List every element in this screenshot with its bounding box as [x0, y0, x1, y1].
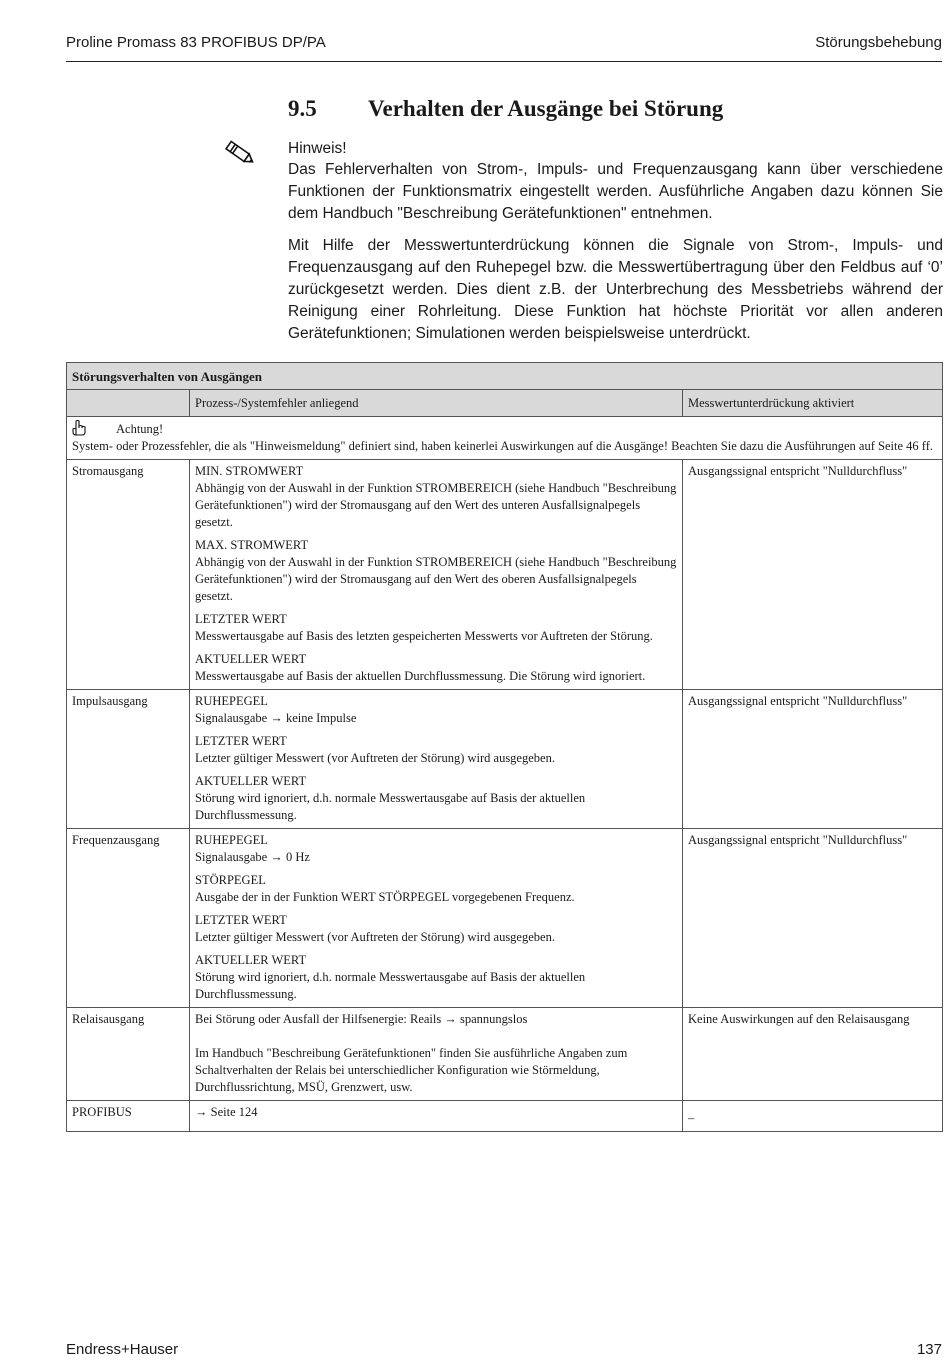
option-text: Ausgabe der in der Funktion WERT STÖRPEGEL vorgegebenen Frequenz. [195, 890, 575, 904]
option-title: AKTUELLER WERT [195, 953, 307, 967]
footer-page-number: 137 [916, 1341, 942, 1358]
caution-label: Achtung! [116, 422, 164, 436]
option-block [195, 463, 677, 531]
header-suppression: Messwertunterdrückung aktiviert [683, 390, 943, 417]
row-label: Relaisausgang [67, 1008, 190, 1101]
row-suppression: Ausgangssignal entspricht "Nulldurchfluss" [683, 690, 943, 829]
option-text: Abhängig von der Auswahl in der Funktion STROMBEREICH (siehe Handbuch "Beschreibung Gerätefunktionen") wird der Stromausgang auf den Wert des oberen Ausfallsignalpegels gesetzt. [195, 555, 677, 603]
section-number: 9.5 [288, 96, 317, 121]
pencil-icon [220, 137, 258, 169]
option-text: Signalausgabe → 0 Hz [195, 850, 310, 864]
option-block [195, 773, 677, 824]
option-text: Abhängig von der Auswahl in der Funktion STROMBEREICH (siehe Handbuch "Beschreibung Gerätefunktionen") wird der Stromausgang auf den Wert des unteren Ausfallsignalpegels gesetzt. [195, 481, 677, 529]
table-title-row [67, 363, 943, 390]
relay-reference-text: Im Handbuch "Beschreibung Gerätefunktionen" finden Sie ausführliche Angaben zum Schaltverhalten der Relais bei unterschiedlicher Konfiguration wie Störmeldung, Durchflussrichtung, MSÜ, Grenzwert, usw. [195, 1046, 628, 1094]
option-title: LETZTER WERT [195, 734, 287, 748]
suppression-paragraph: Mit Hilfe der Messwertunterdrückung können die Signale von Strom-, Impuls- und Frequenzausgang auf den Ruhepegel bzw. die Messwertübertragung über den Feldbus auf ‘0’ zurückgesetzt werden. Dies dient z.B. der Unterbrechung des Messbetriebs während der Reinigung einer Rohrleitung. Diese Funktion hat höchste Priorität vor allen anderen Gerätefunktionen; Simulationen werden beispielsweise unterdrückt. [288, 237, 943, 342]
option-text: Messwertausgabe auf Basis des letzten gespeicherten Messwerts vor Auftreten der Störung. [195, 629, 653, 643]
option-title: STÖRPEGEL [195, 873, 266, 887]
header-product-name: Proline Promass 83 PROFIBUS DP/PA [66, 34, 326, 51]
option-title: LETZTER WERT [195, 612, 287, 626]
header-chapter-name: Störungsbehebung [815, 34, 942, 51]
caution-row [67, 417, 943, 460]
option-text: Signalausgabe → keine Impulse [195, 711, 357, 725]
option-block [195, 651, 677, 685]
option-block [195, 872, 677, 906]
header-process-error: Prozess-/Systemfehler anliegend [190, 390, 683, 417]
table-row [67, 829, 943, 1008]
note-label: Hinweis! [288, 140, 347, 157]
header-empty-cell [67, 390, 190, 417]
row-suppression: Ausgangssignal entspricht "Nulldurchfluss" [683, 460, 943, 690]
option-title: RUHEPEGEL [195, 694, 268, 708]
relay-fault-text: Bei Störung oder Ausfall der Hilfsenergie: Reails → spannungslos [195, 1012, 528, 1026]
row-label: Frequenzausgang [67, 829, 190, 1008]
option-text: Letzter gültiger Messwert (vor Auftreten der Störung) wird ausgegeben. [195, 751, 555, 765]
row-label: Stromausgang [67, 460, 190, 690]
table-row [67, 460, 943, 690]
table-row [67, 1008, 943, 1101]
table-row [67, 1101, 943, 1132]
row-label: PROFIBUS [67, 1101, 190, 1132]
table-row [67, 690, 943, 829]
table-title: Störungsverhalten von Ausgängen [67, 363, 943, 390]
option-block [195, 952, 677, 1003]
caution-cell [67, 417, 943, 460]
option-block [195, 832, 677, 866]
error-behavior-table [66, 362, 943, 1132]
note-text: Das Fehlerverhalten von Strom-, Impuls- und Frequenzausgang kann über verschiedene Funktionen der Funktionsmatrix eingestellt werden. Ausführliche Angaben dazu können Sie dem Handbuch "Beschreibung Gerätefunktionen" entnehmen. [288, 161, 943, 222]
row-suppression: Keine Auswirkungen auf den Relaisausgang [683, 1008, 943, 1101]
caution-text: System- oder Prozessfehler, die als "Hinweismeldung" definiert sind, haben keinerlei Auswirkungen auf die Ausgänge! Beachten Sie dazu die Ausführungen auf Seite 46 ff. [72, 439, 933, 453]
option-text: Störung wird ignoriert, d.h. normale Messwertausgabe auf Basis der aktuellen Durchflussmessung. [195, 970, 586, 1001]
section-heading [288, 96, 943, 130]
row-fault-behavior [190, 690, 683, 829]
option-title: MIN. STROMWERT [195, 464, 304, 478]
page-header [66, 32, 942, 62]
option-title: LETZTER WERT [195, 913, 287, 927]
pointing-hand-icon [72, 420, 86, 436]
section-title: Verhalten der Ausgänge bei Störung [368, 96, 724, 121]
row-suppression: – [683, 1101, 943, 1132]
row-fault-behavior [190, 460, 683, 690]
option-text: Messwertausgabe auf Basis der aktuellen Durchflussmessung. Die Störung wird ignoriert. [195, 669, 646, 683]
option-block [195, 611, 677, 645]
table-header-row [67, 390, 943, 417]
page-reference-link[interactable]: → Seite 124 [190, 1101, 683, 1132]
row-label: Impulsausgang [67, 690, 190, 829]
option-block [195, 733, 677, 767]
option-block [195, 537, 677, 605]
option-title: AKTUELLER WERT [195, 652, 307, 666]
row-suppression: Ausgangssignal entspricht "Nulldurchfluss" [683, 829, 943, 1008]
option-block [195, 693, 677, 727]
option-text: Letzter gültiger Messwert (vor Auftreten der Störung) wird ausgegeben. [195, 930, 555, 944]
option-title: MAX. STROMWERT [195, 538, 309, 552]
footer-company: Endress+Hauser [66, 1341, 179, 1358]
option-block [195, 912, 677, 946]
section-9-5 [288, 96, 943, 345]
option-title: RUHEPEGEL [195, 833, 268, 847]
option-title: AKTUELLER WERT [195, 774, 307, 788]
row-fault-behavior [190, 1008, 683, 1101]
row-fault-behavior [190, 829, 683, 1008]
option-text: Störung wird ignoriert, d.h. normale Messwertausgabe auf Basis der aktuellen Durchflussmessung. [195, 791, 586, 822]
